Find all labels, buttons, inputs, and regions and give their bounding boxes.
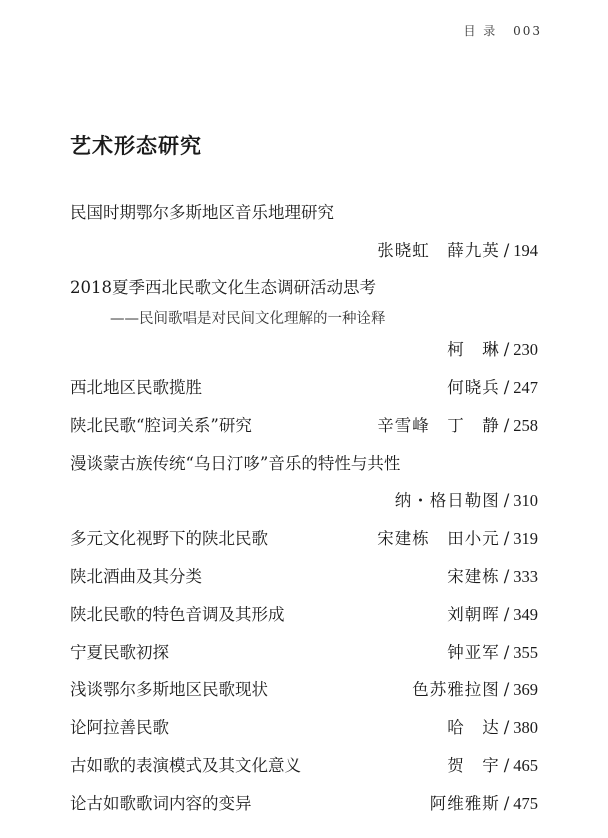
toc-list [70, 192, 538, 821]
entry-author: 哈 达 [447, 718, 500, 738]
entry-title: 陕北民歌“腔词关系”研究 [70, 415, 252, 435]
toc-entry[interactable]: 浅谈鄂尔多斯地区民歌现状 色苏雅拉图 / 369 [70, 670, 538, 708]
entry-title: 西北地区民歌揽胜 [70, 378, 202, 398]
entry-page: 349 [513, 604, 538, 624]
header-page-number: 003 [513, 24, 542, 38]
entry-title: 陕北民歌的特色音调及其形成 [70, 604, 285, 624]
toc-entry-subtitle [70, 305, 538, 329]
entry-page: 355 [513, 642, 538, 662]
header-section: 目 录 [463, 24, 498, 38]
entry-title: 民国时期鄂尔多斯地区音乐地理研究 [70, 202, 334, 222]
entry-title: 论阿拉善民歌 [70, 718, 169, 738]
toc-entry[interactable]: 古如歌的表演模式及其文化意义 贺 宇 / 465 [70, 745, 538, 783]
toc-entry[interactable]: 论古如歌歌词内容的变异 阿维雅斯 / 475 [70, 783, 538, 821]
toc-entry[interactable]: 西北地区民歌揽胜 何晓兵 / 247 [70, 367, 538, 405]
entry-author: 钟亚军 [447, 642, 500, 662]
entry-page: 369 [513, 680, 538, 700]
toc-entry[interactable] [70, 268, 538, 306]
entry-author: 宋建栋 [447, 567, 500, 587]
entry-page: 380 [513, 718, 538, 738]
entry-author: 辛雪峰 丁 静 [377, 415, 500, 435]
toc-entry-author-line: 纳・格日勒图 / 310 [394, 491, 538, 511]
toc-entry[interactable]: 陕北民歌“腔词关系”研究 辛雪峰 丁 静 / 258 [70, 405, 538, 443]
toc-entry[interactable]: 多元文化视野下的陕北民歌 宋建栋 田小元 / 319 [70, 518, 538, 556]
toc-entry[interactable]: 陕北酒曲及其分类 宋建栋 / 333 [70, 556, 538, 594]
toc-entry[interactable]: 陕北民歌的特色音调及其形成 刘朝晖 / 349 [70, 594, 538, 632]
toc-entry-author-line: 柯 琳 / 230 [447, 340, 538, 360]
entry-author: 刘朝晖 [447, 604, 500, 624]
toc-entry[interactable] [70, 443, 538, 481]
entry-page: 465 [513, 756, 538, 776]
entry-author: 张晓虹 薛九英 [377, 240, 500, 260]
toc-entry[interactable]: 宁夏民歌初探 钟亚军 / 355 [70, 632, 538, 670]
entry-page: 310 [513, 491, 538, 511]
entry-title: 论古如歌歌词内容的变异 [70, 793, 252, 813]
entry-page: 247 [513, 378, 538, 398]
toc-entry-author-line: 张晓虹 薛九英 / 194 [377, 240, 538, 260]
entry-author: 何晓兵 [447, 378, 500, 398]
entry-title: 宁夏民歌初探 [70, 642, 169, 662]
entry-page: 319 [513, 529, 538, 549]
entry-author: 宋建栋 田小元 [377, 529, 500, 549]
entry-author: 阿维雅斯 [429, 793, 500, 813]
toc-entry[interactable]: 论阿拉善民歌 哈 达 / 380 [70, 707, 538, 745]
entry-title: 陕北酒曲及其分类 [70, 567, 202, 587]
entry-title: 漫谈蒙古族传统“乌日汀哆”音乐的特性与共性 [70, 453, 401, 473]
entry-page: 194 [513, 240, 538, 260]
entry-author: 纳・格日勒图 [394, 491, 500, 511]
entry-author: 柯 琳 [447, 340, 500, 360]
entry-title: 多元文化视野下的陕北民歌 [70, 529, 268, 549]
entry-page: 333 [513, 567, 538, 587]
entry-title: 古如歌的表演模式及其文化意义 [70, 756, 301, 776]
entry-page: 475 [513, 793, 538, 813]
section-title: 艺术形态研究 [70, 133, 202, 158]
entry-author: 贺 宇 [447, 756, 500, 776]
entry-author: 色苏雅拉图 [412, 680, 500, 700]
entry-page: 258 [513, 415, 538, 435]
toc-entry[interactable] [70, 192, 538, 230]
entry-title: 2018夏季西北民歌文化生态调研活动思考 [70, 278, 376, 298]
entry-subtitle: ——民间歌唱是对民间文化理解的一种诠释 [110, 310, 386, 327]
running-header [453, 22, 542, 39]
entry-title: 浅谈鄂尔多斯地区民歌现状 [70, 680, 268, 700]
entry-page: 230 [513, 340, 538, 360]
